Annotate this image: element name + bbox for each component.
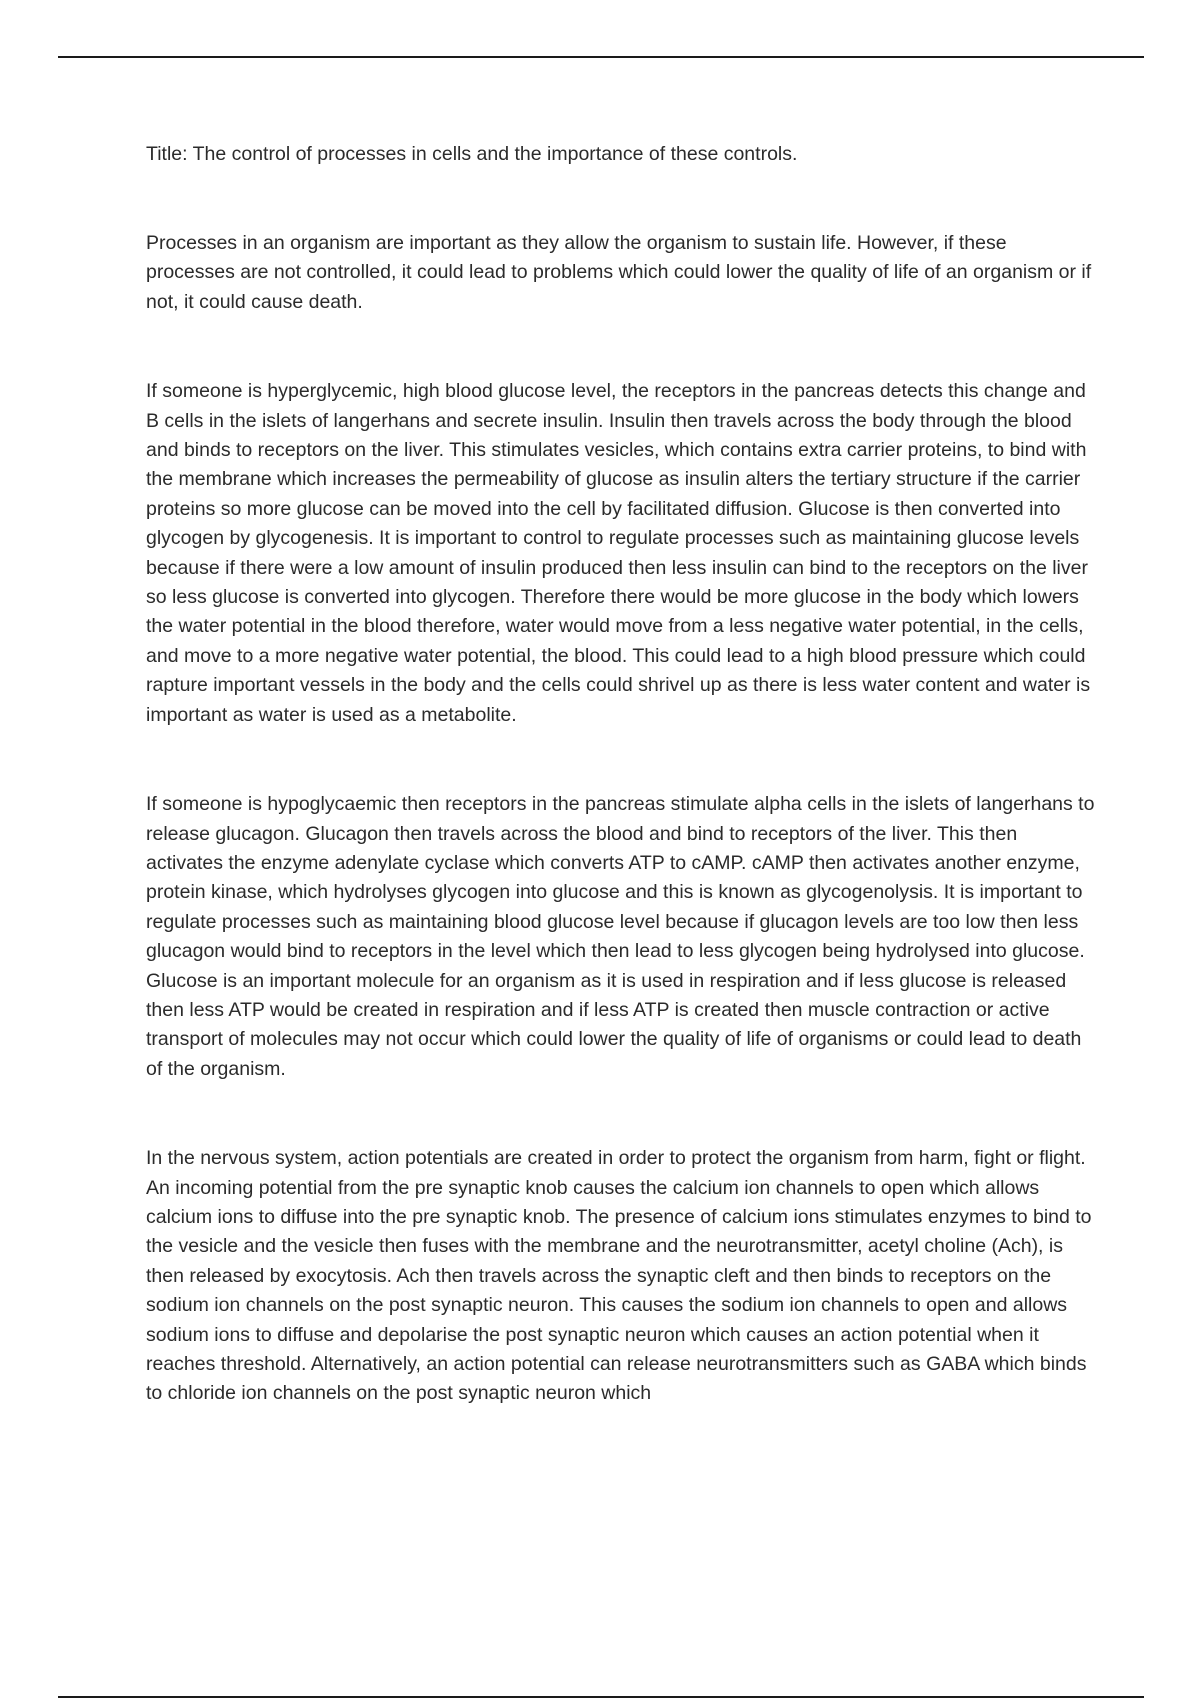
paragraph-nervous-system: In the nervous system, action potentials are created in order to protect the organism from harm, fight or flight. An incoming potential from the pre synaptic knob causes the calcium ion channels to open which allows calcium ions to diffuse into the pre synaptic knob. The presence of calcium ions stimulates enzymes to bind to the vesicle and the vesicle then fuses with the membrane and the neurotransmitter, acetyl choline (Ach), is then released by exocytosis. Ach then travels across the synaptic cleft and then binds to receptors on the sodium ion channels on the post synaptic neuron. This causes the sodium ion channels to open and allows sodium ions to diffuse and depolarise the post synaptic neuron which causes an action potential when it reaches threshold. Alternatively, an action potential can release neurotransmitters such as GABA which binds to chloride ion channels on the post synaptic neuron which [146, 1147, 1092, 1405]
document-body [146, 140, 1096, 1409]
page-bottom-rule [58, 1696, 1144, 1698]
paragraph-hyperglycemia: If someone is hyperglycemic, high blood glucose level, the receptors in the pancreas detects this change and B cells in the islets of langerhans and secrete insulin. Insulin then travels across the body through the blood and binds to receptors on the liver. This stimulates vesicles, which contains extra carrier proteins, to bind with the membrane which increases the permeability of glucose as insulin alters the tertiary structure if the carrier proteins so more glucose can be moved into the cell by facilitated diffusion. Glucose is then converted into glycogen by glycogenesis. It is important to control to regulate processes such as maintaining glucose levels because if there were a low amount of insulin produced then less insulin can bind to the receptors on the liver so less glucose is converted into glycogen. Therefore there would be more glucose in the body which lowers the water potential in the blood therefore, water would move from a less negative water potential, in the cells, and move to a more negative water potential, the blood. This could lead to a high blood pressure which could rapture important vessels in the body and the cells could shrivel up as there is less water content and water is important as water is used as a metabolite. [146, 380, 1091, 726]
document-title: Title: The control of processes in cells and the importance of these controls. [146, 143, 798, 165]
page-top-rule [58, 56, 1144, 58]
paragraph-introduction: Processes in an organism are important as they allow the organism to sustain life. However, if these processes are not controlled, it could lead to problems which could lower the quality of life of an organism or if not, it could cause death. [146, 232, 1092, 313]
paragraph-hypoglycaemia: If someone is hypoglycaemic then receptors in the pancreas stimulate alpha cells in the islets of langerhans to release glucagon. Glucagon then travels across the blood and bind to receptors of the liver. This then activates the enzyme adenylate cyclase which converts ATP to cAMP. cAMP then activates another enzyme, protein kinase, which hydrolyses glycogen into glucose and this is known as glycogenolysis. It is important to regulate processes such as maintaining blood glucose level because if glucagon levels are too low then less glucagon would bind to receptors in the level which then lead to less glycogen being hydrolysed into glucose. Glucose is an important molecule for an organism as it is used in respiration and if less glucose is released then less ATP would be created in respiration and if less ATP is created then muscle contraction or active transport of molecules may not occur which could lower the quality of life of organisms or could lead to death of the organism. [146, 793, 1095, 1080]
